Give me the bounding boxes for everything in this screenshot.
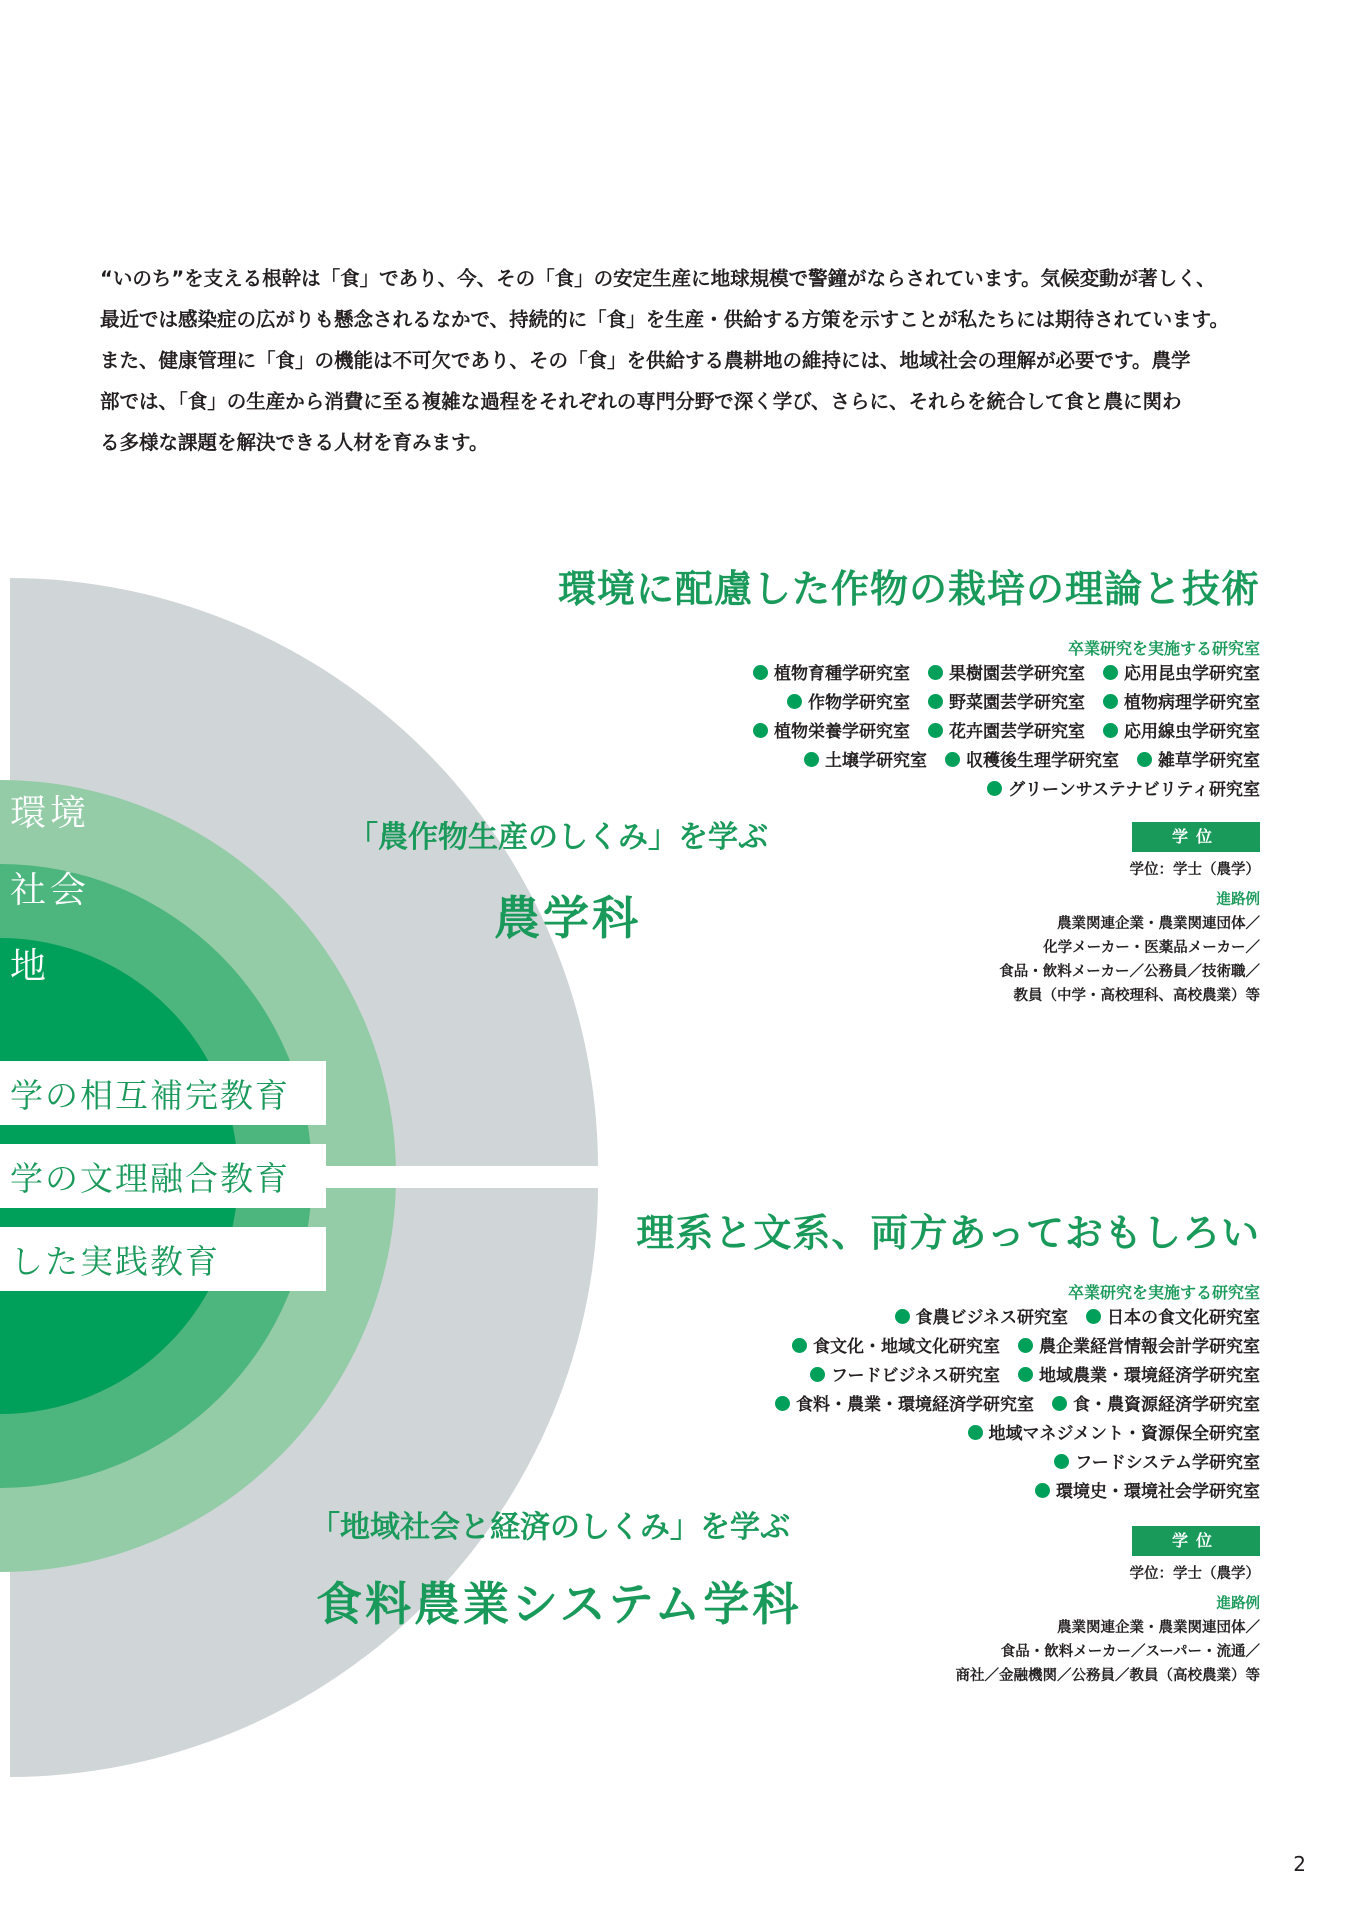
food-degree-badge: 学位	[1132, 1526, 1260, 1556]
bullet-icon	[753, 665, 768, 680]
bullet-icon	[1018, 1367, 1033, 1382]
lab-item: 食・農資源経済学研究室	[1052, 1391, 1260, 1420]
ring-label-environment: 環境	[10, 793, 91, 834]
agri-degree-badge: 学位	[1132, 822, 1260, 852]
bullet-icon	[1018, 1338, 1033, 1353]
food-careers	[956, 1616, 1261, 1688]
bullet-icon	[753, 723, 768, 738]
agri-lab-list	[735, 660, 1260, 805]
lab-item: フードシステム学研究室	[1054, 1449, 1260, 1478]
intro-line: “いのち”を支える根幹は「食」であり、今、その「食」の安定生産に地球規模で警鐘がならされています。気候変動が著しく、	[100, 267, 1216, 290]
lab-item: 植物栄養学研究室	[753, 718, 910, 747]
bullet-icon	[928, 723, 943, 738]
lab-item: 農企業経営情報会計学研究室	[1018, 1333, 1260, 1362]
ring-label-region: 地	[10, 946, 51, 987]
lab-item: 食料・農業・環境経済学研究室	[775, 1391, 1034, 1420]
lab-item: 日本の食文化研究室	[1086, 1304, 1260, 1333]
lab-item: 食農ビジネス研究室	[895, 1304, 1069, 1333]
bullet-icon	[1103, 665, 1118, 680]
bullet-icon	[810, 1367, 825, 1382]
lab-item: 応用昆虫学研究室	[1103, 660, 1260, 689]
food-lab-list	[757, 1304, 1260, 1507]
career-line: 食品・飲料メーカー／公務員／技術職／	[999, 964, 1260, 980]
career-line: 農業関連企業・農業関連団体／	[1057, 1620, 1260, 1636]
bullet-icon	[1054, 1454, 1069, 1469]
bullet-icon	[1052, 1396, 1067, 1411]
career-line: 食品・飲料メーカー／スーパー・流通／	[1000, 1644, 1260, 1660]
agri-subtitle: 「農作物生産のしくみ」を学ぶ	[348, 820, 768, 855]
agri-careers	[999, 912, 1260, 1008]
career-line: 化学メーカー・医薬品メーカー／	[1043, 940, 1260, 956]
food-dept-name: 食料農業システム学科	[316, 1577, 802, 1631]
lab-item: 地域農業・環境経済学研究室	[1018, 1362, 1260, 1391]
bullet-icon	[792, 1338, 807, 1353]
ring-label-society: 社会	[10, 870, 91, 911]
lab-item: 食文化・地域文化研究室	[792, 1333, 1000, 1362]
bullet-icon	[1103, 694, 1118, 709]
bullet-icon	[968, 1425, 983, 1440]
intro-line: 部では、「食」の生産から消費に至る複雑な過程をそれぞれの専門分野で深く学び、さらに、それらを統合して食と農に関わ	[100, 390, 1182, 413]
bullet-icon	[775, 1396, 790, 1411]
food-heading: 理系と文系、両方あっておもしろい	[636, 1211, 1260, 1255]
intro-line: また、健康管理に「食」の機能は不可欠であり、その「食」を供給する農耕地の維持には、地域社会の理解が必要です。農学	[100, 349, 1191, 372]
lab-item: 植物病理学研究室	[1103, 689, 1260, 718]
agri-degree: 学位：学士（農学）	[1129, 862, 1260, 878]
education-box: 学の文理融合教育	[0, 1144, 326, 1208]
career-line: 教員（中学・高校理科、高校農業）等	[1013, 988, 1260, 1004]
lab-item: 環境史・環境社会学研究室	[1035, 1478, 1260, 1507]
bullet-icon	[1103, 723, 1118, 738]
agri-career-title: 進路例	[1216, 892, 1260, 908]
agri-dept-name: 農学科	[494, 891, 641, 945]
lab-item: 花卉園芸学研究室	[928, 718, 1085, 747]
career-line: 商社／金融機関／公務員／教員（高校農業）等	[955, 1668, 1260, 1684]
intro-line: 最近では感染症の広がりも懸念されるなかで、持続的に「食」を生産・供給する方策を示すことが私たちには期待されています。	[100, 308, 1230, 331]
lab-item: 植物育種学研究室	[753, 660, 910, 689]
bullet-icon	[895, 1309, 910, 1324]
agri-heading: 環境に配慮した作物の栽培の理論と技術	[557, 567, 1260, 611]
bullet-icon	[1137, 752, 1152, 767]
intro-line: る多様な課題を解決できる人材を育みます。	[100, 431, 489, 454]
food-career-title: 進路例	[1216, 1596, 1260, 1612]
page-number: 2	[1293, 1852, 1306, 1876]
bullet-icon	[1086, 1309, 1101, 1324]
lab-item: 野菜園芸学研究室	[928, 689, 1085, 718]
lab-item: 応用線虫学研究室	[1103, 718, 1260, 747]
lab-item: 雑草学研究室	[1137, 747, 1260, 776]
bullet-icon	[787, 694, 802, 709]
education-box: 学の相互補完教育	[0, 1061, 326, 1125]
lab-item: 地域マネジメント・資源保全研究室	[968, 1420, 1261, 1449]
lab-item: 土壌学研究室	[804, 747, 927, 776]
bullet-icon	[987, 781, 1002, 796]
bullet-icon	[1035, 1483, 1050, 1498]
bullet-icon	[928, 694, 943, 709]
food-degree: 学位：学士（農学）	[1129, 1566, 1260, 1582]
bullet-icon	[928, 665, 943, 680]
lab-item: フードビジネス研究室	[810, 1362, 1000, 1391]
lab-item: 収穫後生理学研究室	[945, 747, 1119, 776]
career-line: 農業関連企業・農業関連団体／	[1057, 916, 1260, 932]
bullet-icon	[804, 752, 819, 767]
lab-item: 作物学研究室	[787, 689, 910, 718]
lab-item: 果樹園芸学研究室	[928, 660, 1085, 689]
food-labs-title: 卒業研究を実施する研究室	[1067, 1283, 1260, 1302]
food-subtitle: 「地域社会と経済のしくみ」を学ぶ	[310, 1510, 790, 1545]
education-box: した実践教育	[0, 1227, 326, 1291]
lab-item: グリーンサステナビリティ研究室	[987, 776, 1260, 805]
agri-labs-title: 卒業研究を実施する研究室	[1067, 639, 1260, 658]
bullet-icon	[945, 752, 960, 767]
